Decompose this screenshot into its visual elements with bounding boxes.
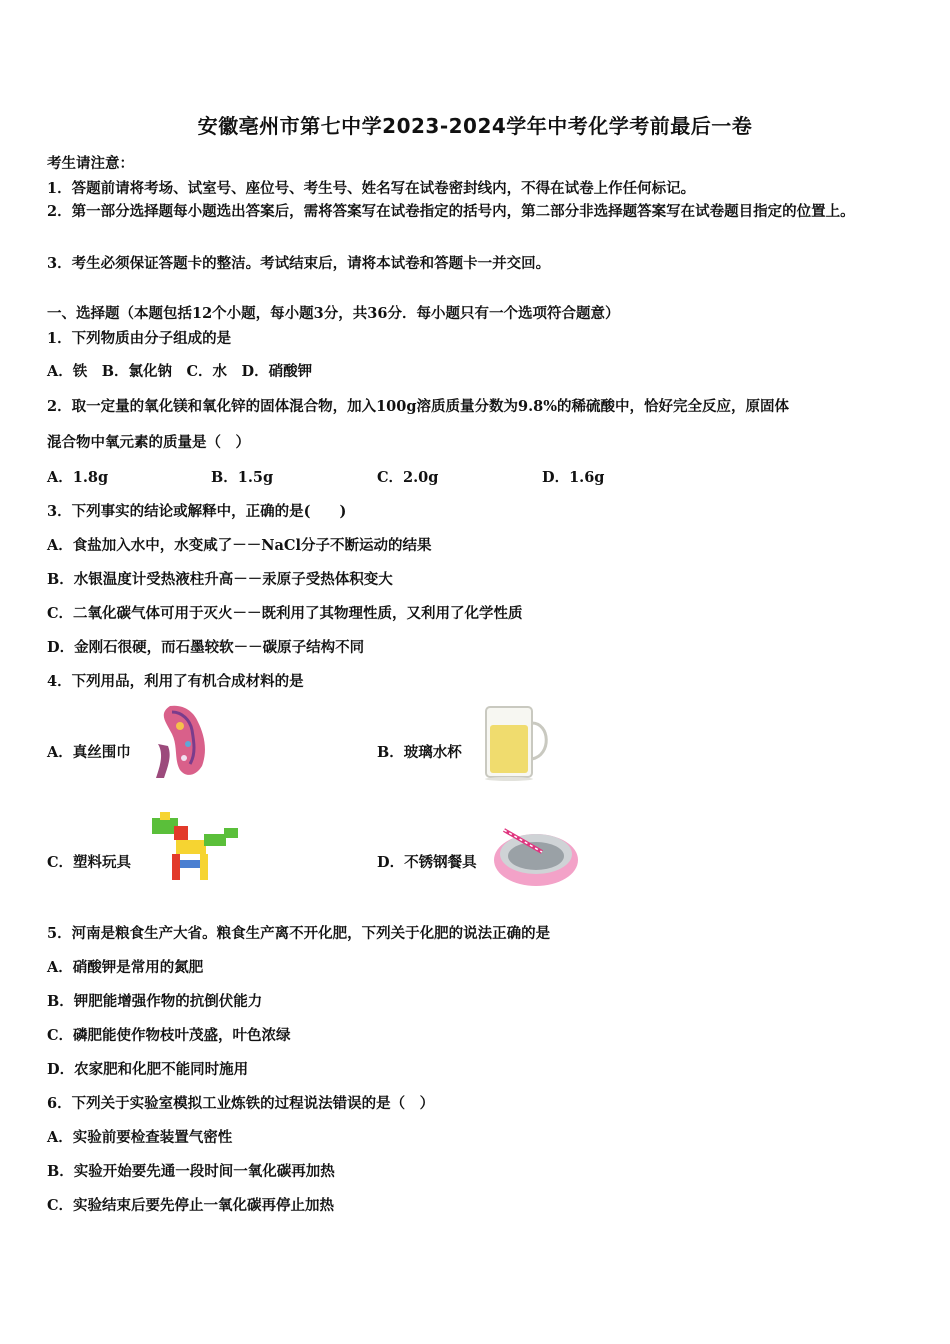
q4-option-d: D．不锈钢餐具 (377, 854, 477, 871)
q3-option-d: D．金刚石很硬，而石墨较软－－碳原子结构不同 (47, 639, 365, 656)
q3-option-c: C．二氧化碳气体可用于灭火－－既利用了其物理性质，又利用了化学性质 (47, 605, 523, 622)
notice-item-2: 2．第一部分选择题每小题选出答案后，需将答案写在试卷指定的括号内，第二部分非选择题答案写在试卷题目指定的位置上。 (47, 203, 855, 220)
q4-option-c: C．塑料玩具 (47, 854, 132, 871)
plastic-toy-image (146, 810, 242, 886)
q6-option-a: A．实验前要检查装置气密性 (47, 1129, 233, 1146)
glass-cup-image (480, 703, 556, 781)
q2-stem-line1: 2．取一定量的氧化镁和氧化锌的固体混合物，加入100g溶质质量分数为9.8%的稀硫酸中，恰好完全反应，原固体 (47, 398, 789, 415)
q3-option-b: B．水银温度计受热液柱升高－－汞原子受热体积变大 (47, 571, 393, 588)
q2-option-c: C．2.0g (377, 469, 439, 486)
q6-option-b: B．实验开始要先通一段时间一氧化碳再加热 (47, 1163, 335, 1180)
q2-option-a: A．1.8g (47, 469, 109, 486)
q3-stem: 3．下列事实的结论或解释中，正确的是( ) (47, 503, 347, 520)
q6-stem: 6．下列关于实验室模拟工业炼铁的过程说法错误的是（ ） (47, 1095, 435, 1112)
q5-option-b: B．钾肥能增强作物的抗倒伏能力 (47, 993, 263, 1010)
q1-stem: 1．下列物质由分子组成的是 (47, 330, 232, 347)
q4-stem: 4．下列用品，利用了有机合成材料的是 (47, 673, 304, 690)
section-heading: 一、选择题（本题包括12个小题，每小题3分，共36分．每小题只有一个选项符合题意） (47, 305, 620, 322)
q4-option-a: A．真丝围巾 (47, 744, 131, 761)
silk-scarf-image (150, 704, 210, 780)
notice-item-1: 1．答题前请将考场、试室号、座位号、考生号、姓名写在试卷密封线内，不得在试卷上作任何标记。 (47, 180, 696, 197)
steel-bowl-image (490, 822, 580, 890)
q1-options: A．铁 B．氯化钠 C．水 D．硝酸钾 (47, 363, 313, 380)
q2-option-d: D．1.6g (542, 469, 605, 486)
q5-stem: 5．河南是粮食生产大省。粮食生产离不开化肥，下列关于化肥的说法正确的是 (47, 925, 551, 942)
q6-option-c: C．实验结束后要先停止一氧化碳再停止加热 (47, 1197, 335, 1214)
q5-option-d: D．农家肥和化肥不能同时施用 (47, 1061, 249, 1078)
q4-option-b: B．玻璃水杯 (377, 744, 462, 761)
q2-option-b: B．1.5g (211, 469, 274, 486)
q2-stem-line2: 混合物中氧元素的质量是（ ） (47, 434, 250, 451)
q5-option-c: C．磷肥能使作物枝叶茂盛，叶色浓绿 (47, 1027, 291, 1044)
notice-header: 考生请注意： (47, 155, 134, 172)
q3-option-a: A．食盐加入水中，水变咸了－－NaCl分子不断运动的结果 (47, 537, 432, 554)
q5-option-a: A．硝酸钾是常用的氮肥 (47, 959, 204, 976)
page-title: 安徽亳州市第七中学2023-2024学年中考化学考前最后一卷 (197, 114, 753, 138)
notice-item-3: 3．考生必须保证答题卡的整洁。考试结束后，请将本试卷和答题卡一并交回。 (47, 255, 551, 272)
